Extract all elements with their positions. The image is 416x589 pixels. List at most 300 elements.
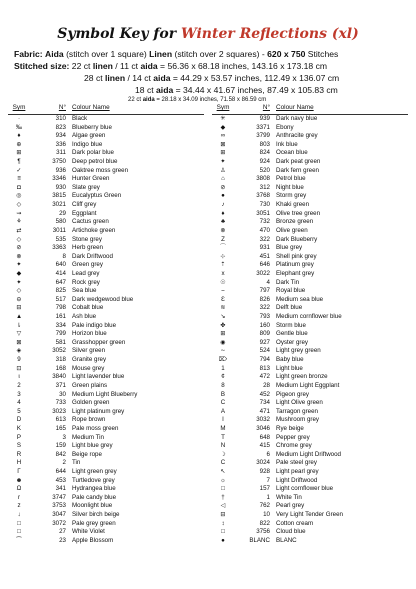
colour-name: Dark Blueberry <box>276 235 318 243</box>
colour-name: Turtledove grey <box>72 476 115 484</box>
symbol-glyph: ↓ <box>17 511 21 519</box>
symbol-glyph: · <box>17 115 21 122</box>
colour-name: Anthracite grey <box>276 132 318 140</box>
table-row <box>8 425 204 434</box>
symbol-glyph: ◁ <box>220 502 226 510</box>
symbol-glyph: K <box>16 424 22 432</box>
colour-name: Silver birch beige <box>72 511 120 519</box>
table-row <box>212 459 408 468</box>
colour-name: Stone grey <box>72 235 102 243</box>
thread-number: 415 <box>259 442 270 450</box>
colour-name: Dark polar blue <box>72 149 114 157</box>
symbol-glyph: R <box>16 450 22 458</box>
table-row <box>8 347 204 356</box>
table-row <box>8 330 204 339</box>
colour-name: BLANC <box>276 536 297 544</box>
thread-number: 733 <box>55 399 66 407</box>
size-dims: = 44.29 x 53.57 inches, 112.49 x 136.07 cm <box>172 73 340 83</box>
thread-number: 6 <box>266 450 270 458</box>
colour-name: Apple Blossom <box>72 536 114 544</box>
thread-number: 517 <box>55 295 66 303</box>
thread-number: 648 <box>259 433 270 441</box>
table-row <box>212 520 408 529</box>
thread-number: 3052 <box>52 347 66 355</box>
symbol-glyph: ✳ <box>220 115 226 122</box>
thread-number: 27 <box>59 528 66 536</box>
symbol-glyph: ↘ <box>220 313 226 321</box>
symbol-glyph: ⇂ <box>16 321 22 329</box>
symbol-glyph: 3 <box>17 390 21 398</box>
thread-number: 3747 <box>52 493 66 501</box>
table-row <box>212 382 408 391</box>
thread-number: 825 <box>55 287 66 295</box>
table-row <box>212 132 408 141</box>
symbol-glyph: ι <box>18 373 20 381</box>
table-row <box>8 167 204 176</box>
table-row <box>8 537 204 546</box>
colour-name: Olive tree green <box>276 209 321 217</box>
table-row <box>8 192 204 201</box>
symbol-glyph: ● <box>221 192 225 200</box>
symbol-glyph: ⌂ <box>221 175 225 183</box>
thread-number: 798 <box>55 304 66 312</box>
symbol-glyph: ⊘ <box>16 244 22 252</box>
colour-name: Dark Driftwood <box>72 252 113 260</box>
thread-number: 3047 <box>52 511 66 519</box>
thread-number: 613 <box>55 416 66 424</box>
colour-name: Green grey <box>72 261 103 269</box>
thread-number: 730 <box>259 201 270 209</box>
thread-number: 2 <box>62 459 66 467</box>
table-row <box>212 158 408 167</box>
table-row <box>8 201 204 210</box>
symbol-glyph: H <box>16 459 22 467</box>
colour-name: Olive green <box>276 226 308 234</box>
thread-number: 310 <box>55 115 66 122</box>
table-row <box>212 287 408 296</box>
colour-name: Herb green <box>72 244 103 252</box>
colour-name: Light lavender blue <box>72 373 125 381</box>
colour-name: White Violet <box>72 528 105 536</box>
table-row <box>8 391 204 400</box>
colour-name: Medium Light Blueberry <box>72 390 138 398</box>
table-row <box>212 330 408 339</box>
colour-name: Eucalyptus Green <box>72 192 122 200</box>
colour-name: Black <box>72 115 88 122</box>
table-row <box>8 158 204 167</box>
thread-number: 3346 <box>52 175 66 183</box>
size-dims: = 28.18 x 34.09 inches, 71.58 x 86.59 cm <box>156 97 267 103</box>
colour-name: Medium sea blue <box>276 295 324 303</box>
symbol-glyph: Z <box>221 235 225 243</box>
table-row <box>212 356 408 365</box>
table-row <box>8 416 204 425</box>
column-header <box>8 104 204 115</box>
table-row <box>8 451 204 460</box>
symbol-glyph: z <box>17 502 21 510</box>
table-row <box>8 296 204 305</box>
table-row <box>8 520 204 529</box>
colour-name: Light blue grey <box>72 442 113 450</box>
symbol-glyph: D <box>16 416 22 424</box>
symbol-glyph: 1 <box>221 364 225 372</box>
colour-name: Rope brown <box>72 416 106 424</box>
colour-name: Ink blue <box>276 140 298 148</box>
table-row <box>212 416 408 425</box>
colour-name: Oaktree moss green <box>72 166 129 174</box>
thread-number: 809 <box>259 330 270 338</box>
symbol-glyph: ⁀ <box>16 536 22 544</box>
thread-number: 581 <box>55 338 66 346</box>
symbol-glyph: ♣ <box>220 218 226 226</box>
colour-name: Silver green <box>72 347 106 355</box>
stitch-count-label: Stitches <box>307 49 339 59</box>
table-row <box>212 528 408 537</box>
thread-number: 160 <box>259 321 270 329</box>
table-row <box>8 322 204 331</box>
symbol-glyph: □ <box>17 528 21 536</box>
colour-name: Pale candy blue <box>72 493 117 501</box>
table-row <box>212 261 408 270</box>
colour-name: Medium Light Driftwood <box>276 450 341 458</box>
thread-number: 28 <box>263 381 270 389</box>
table-row <box>8 365 204 374</box>
table-row <box>212 322 408 331</box>
colour-name: Shell pink grey <box>276 252 317 260</box>
table-row <box>212 365 408 374</box>
symbol-glyph: † <box>221 493 225 501</box>
symbol-glyph: ⊘ <box>220 183 226 191</box>
thread-number: 3022 <box>256 269 270 277</box>
symbol-glyph: ⊟ <box>16 304 22 312</box>
table-row <box>212 227 408 236</box>
table-row <box>8 434 204 443</box>
colour-name: Mouse grey <box>72 364 105 372</box>
colour-name: Night blue <box>276 183 304 191</box>
colour-name: Delft blue <box>276 304 303 312</box>
colour-name: Elephant grey <box>276 269 315 277</box>
colour-name: Very Light Tender Green <box>276 511 343 519</box>
colour-name: Gentle blue <box>276 330 308 338</box>
table-row <box>212 296 408 305</box>
symbol-glyph: ☽ <box>220 450 226 458</box>
thread-number: 3768 <box>256 192 270 200</box>
stitch-count: 620 x 750 <box>267 49 306 59</box>
table-row <box>212 537 408 546</box>
table-row <box>8 270 204 279</box>
thread-number: 3072 <box>52 519 66 527</box>
table-row <box>8 227 204 236</box>
symbol-glyph: ◆ <box>16 269 22 277</box>
symbol-glyph: Γ <box>17 467 21 475</box>
table-row <box>212 184 408 193</box>
symbol-glyph: ⇡ <box>220 261 226 269</box>
symbol-glyph: ▽ <box>16 330 22 338</box>
colour-name: Rock grey <box>72 278 100 286</box>
stitched-size-line-18ct <box>135 85 338 95</box>
fabric-aida: Aida <box>45 49 64 59</box>
thread-number: 452 <box>259 390 270 398</box>
table-row <box>212 468 408 477</box>
thread-number: 3753 <box>52 502 66 510</box>
symbol-glyph: ‰ <box>15 123 23 131</box>
table-row <box>212 279 408 288</box>
thread-number: 3021 <box>52 201 66 209</box>
symbol-glyph: ◎ <box>16 192 22 200</box>
table-row <box>212 253 408 262</box>
table-row <box>8 236 204 245</box>
colour-name: Dark peat green <box>276 158 321 166</box>
symbol-glyph: ♦ <box>17 132 21 140</box>
table-row <box>8 399 204 408</box>
thread-number: 535 <box>55 235 66 243</box>
symbol-glyph: 5 <box>17 407 21 415</box>
colour-name: Mushroom grey <box>276 416 319 424</box>
symbol-glyph: ✓ <box>16 166 22 174</box>
thread-number: 3011 <box>52 226 66 234</box>
size-fabric: aida <box>142 97 155 103</box>
symbol-glyph: ⊗ <box>16 252 22 260</box>
table-row <box>8 373 204 382</box>
symbol-glyph: C <box>220 399 226 407</box>
symbol-glyph: ◈ <box>16 347 22 355</box>
header-number: N° <box>58 104 66 111</box>
table-row <box>212 115 408 124</box>
table-row <box>212 399 408 408</box>
thread-number: 3363 <box>52 244 66 252</box>
symbol-glyph: ⊠ <box>16 338 22 346</box>
size-dims: = 34.44 x 41.67 inches, 87.49 x 105.83 cm <box>175 85 338 95</box>
colour-name: Storm blue <box>276 321 306 329</box>
fabric-line <box>14 49 338 59</box>
symbol-glyph: ⇝ <box>16 209 22 217</box>
thread-number: 1 <box>266 493 270 501</box>
fabric-label: Fabric: <box>14 49 43 59</box>
size-mid: / 11 ct <box>115 61 139 71</box>
symbol-glyph: ✦ <box>220 158 226 166</box>
table-row <box>8 313 204 322</box>
colour-name: Sea blue <box>72 287 97 295</box>
thread-number: 524 <box>259 347 270 355</box>
title-prefix: Symbol Key for <box>57 26 177 42</box>
symbol-glyph: ◇ <box>16 287 22 295</box>
thread-number: 322 <box>259 304 270 312</box>
colour-name: Grasshopper green <box>72 338 126 346</box>
thread-number: 930 <box>55 183 66 191</box>
thread-number: 934 <box>55 132 66 140</box>
table-row <box>212 391 408 400</box>
symbol-glyph: ∼ <box>220 347 226 355</box>
header-sym: Sym <box>12 104 26 111</box>
thread-number: 318 <box>55 356 66 364</box>
thread-number: 3799 <box>256 132 270 140</box>
colour-name: Medium Tin <box>72 433 104 441</box>
colour-name: Chrome grey <box>276 442 312 450</box>
symbol-glyph: ◆ <box>220 123 226 131</box>
thread-number: 371 <box>55 381 66 389</box>
symbol-glyph: □ <box>221 528 225 536</box>
table-row <box>8 287 204 296</box>
colour-name: Pale steel grey <box>276 459 317 467</box>
table-row <box>212 373 408 382</box>
fabric-linen-note: (stitch over 2 squares) - <box>174 49 265 59</box>
symbol-glyph: C <box>220 459 226 467</box>
colour-name: Cloud blue <box>276 528 306 536</box>
table-row <box>8 382 204 391</box>
thread-number: 936 <box>55 166 66 174</box>
colour-name: Rye beige <box>276 424 304 432</box>
symbol-glyph: x <box>221 269 225 277</box>
colour-name: Pale grey green <box>72 519 116 527</box>
colour-name: Light Olive green <box>276 399 323 407</box>
thread-number: 797 <box>259 287 270 295</box>
thread-number: 3756 <box>256 528 270 536</box>
thread-number: 803 <box>259 140 270 148</box>
table-row <box>8 132 204 141</box>
symbol-glyph: ✦ <box>16 278 22 286</box>
symbol-glyph: ◇ <box>16 235 22 243</box>
table-row <box>212 192 408 201</box>
thread-number: 939 <box>259 115 270 122</box>
fabric-aida-note: (stitch over 1 square) <box>66 49 147 59</box>
thread-number: 813 <box>259 364 270 372</box>
symbol-glyph: 2 <box>17 381 21 389</box>
symbol-glyph: T <box>221 433 225 441</box>
thread-number: 799 <box>55 330 66 338</box>
size-aida: aida <box>153 73 171 83</box>
table-row <box>212 434 408 443</box>
colour-name: Ebony <box>276 123 294 131</box>
table-row <box>212 218 408 227</box>
symbol-glyph: ⊟ <box>220 511 226 519</box>
colour-name: Medium Light Eggplant <box>276 381 340 389</box>
symbol-glyph: A <box>220 407 226 415</box>
symbol-glyph: ∞ <box>220 132 226 140</box>
thread-number: 453 <box>55 476 66 484</box>
colour-name: Green plains <box>72 381 108 389</box>
symbol-glyph: N <box>220 442 226 450</box>
thread-number: 472 <box>259 373 270 381</box>
table-row <box>212 270 408 279</box>
title-pattern-name: Winter Reflections (xl) <box>181 26 359 42</box>
thread-number: 451 <box>259 252 270 260</box>
colour-name: Hydrangea blue <box>72 485 116 493</box>
thread-number: 3046 <box>256 424 270 432</box>
colour-name: Golden green <box>72 399 110 407</box>
symbol-glyph: ◇ <box>16 201 22 209</box>
thread-number: 30 <box>59 390 66 398</box>
stitched-size-line-28ct <box>84 73 339 83</box>
thread-number: 8 <box>62 252 66 260</box>
header-colour-name: Colour Name <box>72 104 110 111</box>
thread-number: 3024 <box>256 459 270 467</box>
symbol-glyph: 9 <box>17 356 21 364</box>
thread-number: 580 <box>55 218 66 226</box>
colour-name: Baby blue <box>276 356 304 364</box>
stitched-size-line-22ct-aida <box>128 97 266 103</box>
thread-number: 924 <box>259 158 270 166</box>
symbol-column-left <box>8 104 204 545</box>
thread-number: 520 <box>259 166 270 174</box>
symbol-glyph: ◘ <box>17 183 21 191</box>
colour-name: Pigeon grey <box>276 390 310 398</box>
table-row <box>212 244 408 253</box>
colour-name: Granite grey <box>72 356 107 364</box>
size-dims: = 56.36 x 68.18 inches, 143.16 x 173.18 cm <box>160 61 328 71</box>
colour-name: Indigo blue <box>72 140 103 148</box>
colour-name: Beige rope <box>72 450 102 458</box>
table-row <box>8 124 204 133</box>
table-row <box>8 141 204 150</box>
thread-number: 322 <box>259 235 270 243</box>
table-row <box>212 313 408 322</box>
table-row <box>8 494 204 503</box>
symbol-glyph: ⊕ <box>16 140 22 148</box>
thread-number: 334 <box>55 321 66 329</box>
symbol-glyph: ⚘ <box>16 218 22 226</box>
symbol-list-left <box>8 115 204 545</box>
thread-number: 470 <box>259 226 270 234</box>
colour-name: Lead grey <box>72 269 100 277</box>
symbol-glyph: ≋ <box>220 304 226 312</box>
colour-name: Dark Tin <box>276 278 300 286</box>
table-row <box>8 244 204 253</box>
thread-number: 646 <box>259 261 270 269</box>
thread-number: 3371 <box>256 123 270 131</box>
table-row <box>8 218 204 227</box>
table-row <box>212 201 408 210</box>
colour-name: Storm grey <box>276 192 307 200</box>
table-row <box>212 451 408 460</box>
colour-name: Moonlight blue <box>72 502 113 510</box>
thread-number: 823 <box>55 123 66 131</box>
table-row <box>8 115 204 124</box>
table-row <box>8 356 204 365</box>
symbol-list-right <box>212 115 408 545</box>
symbol-glyph: ⊖ <box>16 295 22 303</box>
thread-number: 3051 <box>256 209 270 217</box>
symbol-glyph: ⌦ <box>218 356 228 364</box>
table-row <box>8 477 204 486</box>
symbol-glyph: S <box>16 442 22 450</box>
thread-number: 471 <box>259 407 270 415</box>
thread-number: 647 <box>55 278 66 286</box>
symbol-glyph: ● <box>221 536 225 544</box>
colour-name: Cotton cream <box>276 519 314 527</box>
table-row <box>8 408 204 417</box>
table-row <box>212 124 408 133</box>
thread-number: 826 <box>259 295 270 303</box>
colour-name: Light green bronze <box>276 373 328 381</box>
symbol-glyph: ♪ <box>221 201 225 209</box>
fabric-linen: Linen <box>149 49 173 59</box>
table-row <box>212 236 408 245</box>
colour-name: Khaki green <box>276 201 310 209</box>
thread-number: 732 <box>259 218 270 226</box>
table-row <box>8 253 204 262</box>
colour-name: Light pearl grey <box>276 467 319 475</box>
thread-number: 640 <box>55 261 66 269</box>
symbol-glyph: ⊡ <box>16 364 22 372</box>
thread-number: 414 <box>55 269 66 277</box>
symbol-glyph: ⊞ <box>220 330 226 338</box>
thread-number: 794 <box>259 356 270 364</box>
table-row <box>8 184 204 193</box>
thread-number: 311 <box>56 149 66 157</box>
colour-name: Artichoke green <box>72 226 116 234</box>
size-count: 22 ct <box>128 97 142 103</box>
symbol-glyph: ▲ <box>15 313 23 321</box>
